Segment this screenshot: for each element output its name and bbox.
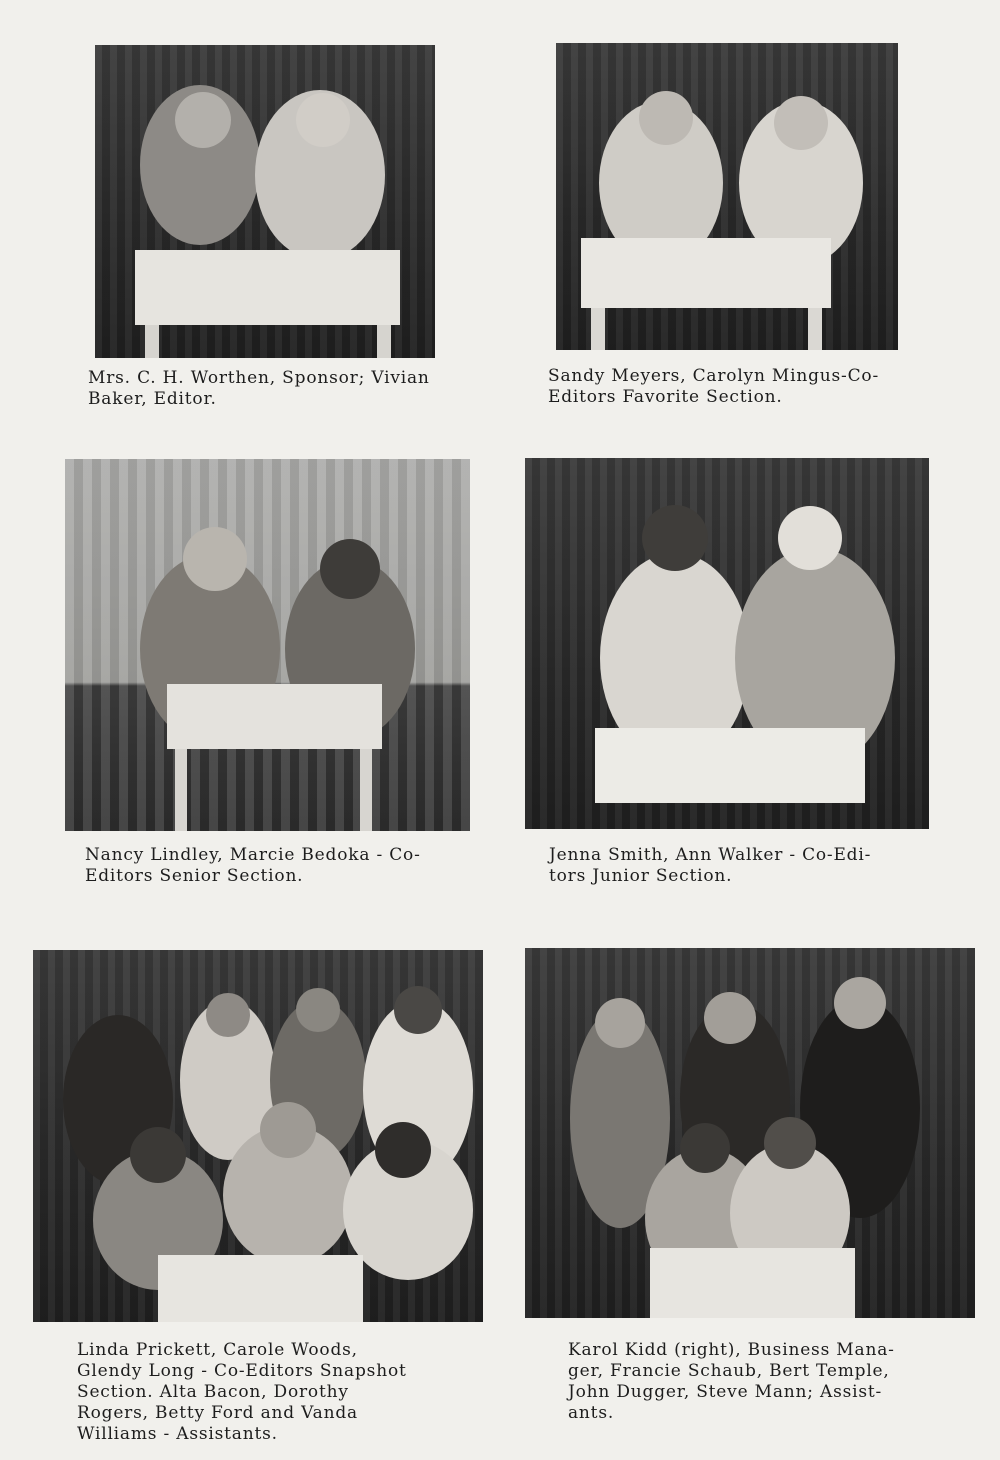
- caption-business-staff: Karol Kidd (right), Business Mana- ger, Francie Schaub, Bert Temple, John Dugger, Steve Mann; Assist- ants.: [568, 1340, 895, 1423]
- photo-favorite-section: [556, 43, 898, 350]
- caption-junior-section: Jenna Smith, Ann Walker - Co-Edi- tors Junior Section.: [549, 845, 872, 886]
- photo-figures: [525, 948, 975, 1318]
- photo-business-staff: [525, 948, 975, 1318]
- caption-snapshot-section: Linda Prickett, Carole Woods, Glendy Long - Co-Editors Snapshot Section. Alta Bacon, Dorothy Rogers, Betty Ford and Vanda Williams - Assistants.: [77, 1340, 407, 1444]
- photo-sponsor-editor: [95, 45, 435, 358]
- photo-snapshot-section: [33, 950, 483, 1322]
- photo-junior-section: [525, 458, 929, 829]
- photo-senior-section: [65, 459, 470, 831]
- caption-sponsor-editor: Mrs. C. H. Worthen, Sponsor; Vivian Baker, Editor.: [88, 368, 430, 409]
- photo-figures: [33, 950, 483, 1322]
- photo-figures: [525, 458, 929, 829]
- photo-figures: [556, 43, 898, 350]
- caption-senior-section: Nancy Lindley, Marcie Bedoka - Co- Editors Senior Section.: [85, 845, 421, 886]
- photo-figures: [95, 45, 435, 358]
- photo-figures: [65, 459, 470, 831]
- caption-favorite-section: Sandy Meyers, Carolyn Mingus-Co- Editors Favorite Section.: [548, 366, 879, 407]
